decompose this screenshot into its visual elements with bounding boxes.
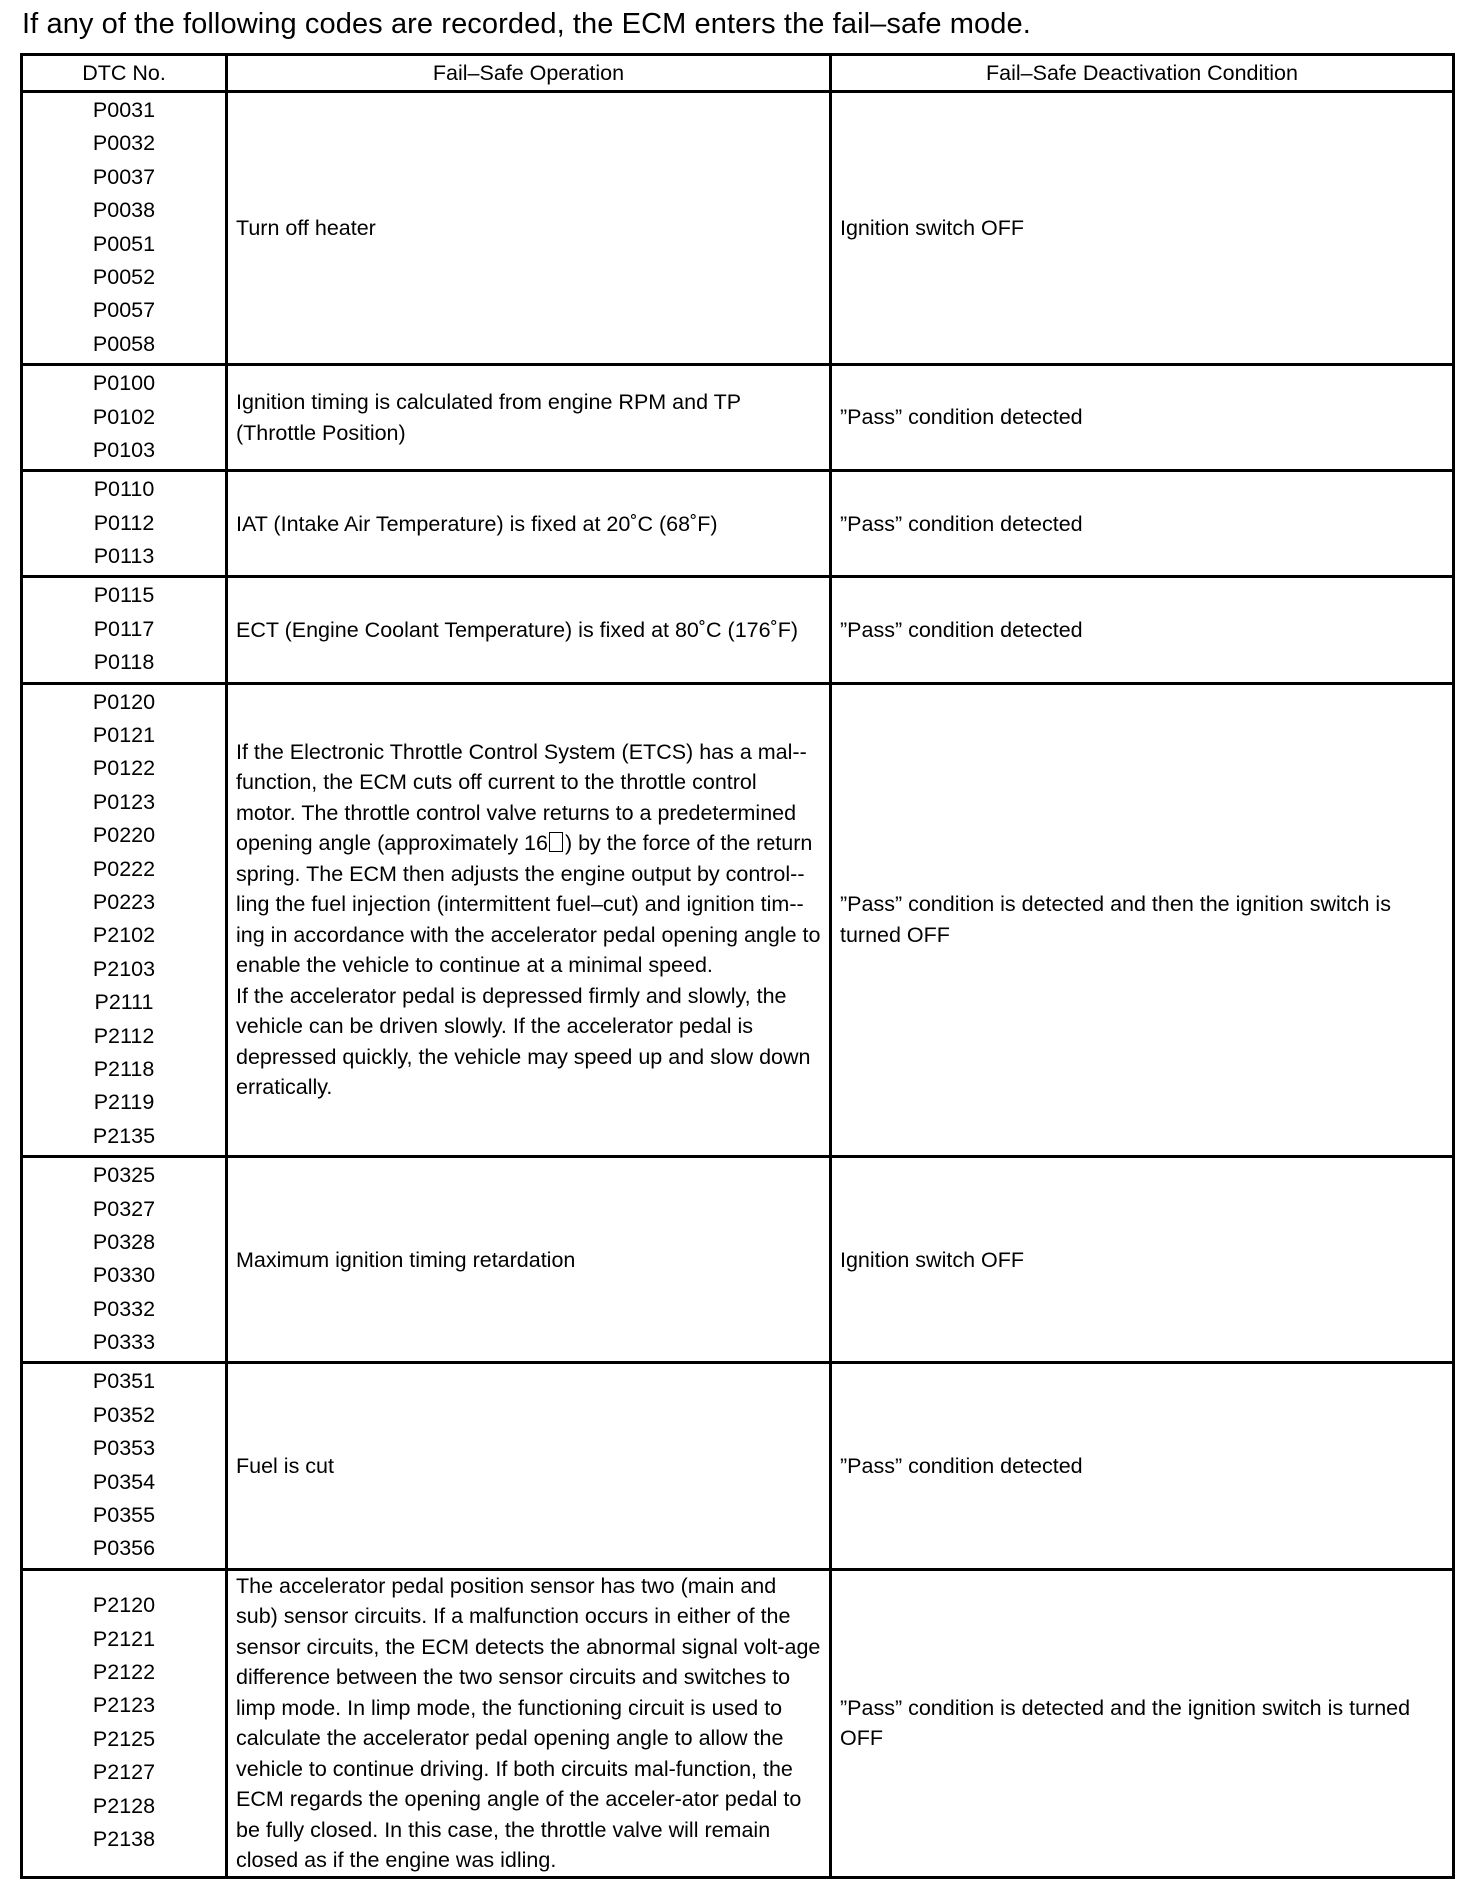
table-row xyxy=(22,1569,1454,1877)
dtc-code: P0325 xyxy=(92,1163,156,1188)
dtc-code: P0112 xyxy=(93,510,155,535)
deactivation-text: ”Pass” condition detected xyxy=(840,617,1083,642)
dtc-code: P0355 xyxy=(92,1503,156,1528)
fail-safe-operation-cell xyxy=(227,365,831,471)
dtc-code: P0354 xyxy=(92,1469,156,1494)
dtc-code: P0103 xyxy=(92,437,156,462)
table-row xyxy=(22,1363,1454,1569)
deactivation-condition-cell xyxy=(831,1157,1454,1363)
fail-safe-operation-cell xyxy=(227,1569,831,1877)
deactivation-text: Ignition switch OFF xyxy=(840,215,1024,240)
dtc-codes-cell xyxy=(22,92,227,365)
dtc-codes-cell xyxy=(22,577,227,683)
dtc-code: P0351 xyxy=(92,1369,156,1394)
dtc-code: P2138 xyxy=(92,1826,156,1851)
dtc-code: P0102 xyxy=(92,404,156,429)
dtc-code: P0115 xyxy=(93,583,155,608)
dtc-code: P0031 xyxy=(92,98,156,122)
dtc-code: P0118 xyxy=(93,650,155,675)
operation-text: Fuel is cut xyxy=(236,1453,334,1478)
dtc-code: P0120 xyxy=(92,689,156,714)
dtc-code: P0123 xyxy=(92,789,156,814)
dtc-codes-cell xyxy=(22,365,227,471)
dtc-code: P0328 xyxy=(92,1229,156,1254)
operation-text: The accelerator pedal position sensor has two (main and sub) sensor circuits. If a malfunction occurs in either of the sensor circuits, the ECM detects the abnormal signal volt-age difference between the two sensor circuits and switches to limp mode. In limp mode, the functioning circuit is used to calculate the accelerator pedal opening angle to allow the vehicle to continue driving. If both circuits mal-function, the ECM regards the opening angle of the acceler-ator pedal to be fully closed. In this case, the throttle valve will remain closed as if the engine was idling. xyxy=(236,1573,821,1873)
dtc-codes-cell xyxy=(22,1363,227,1569)
operation-text: Maximum ignition timing retardation xyxy=(236,1247,576,1272)
operation-text-second-paragraph: If the accelerator pedal is depressed firmly and slowly, the vehicle can be driven slowly. If the accelerator pedal is depressed quickly, the vehicle may speed up and slow down erratically. xyxy=(236,983,811,1100)
dtc-code: P0327 xyxy=(92,1196,156,1221)
dtc-code: P0110 xyxy=(93,477,155,502)
header-deactivation-condition: Fail–Safe Deactivation Condition xyxy=(831,55,1454,92)
dtc-code: P2112 xyxy=(93,1023,155,1048)
deactivation-text: ”Pass” condition is detected and then the ignition switch is turned OFF xyxy=(840,892,1391,947)
fail-safe-table xyxy=(20,53,1455,1879)
dtc-code: P0222 xyxy=(92,856,156,881)
fail-safe-operation-cell xyxy=(227,577,831,683)
dtc-code: P2121 xyxy=(92,1626,156,1651)
fail-safe-operation-cell xyxy=(227,1363,831,1569)
fail-safe-operation-cell xyxy=(227,92,831,365)
deactivation-condition-cell xyxy=(831,471,1454,577)
dtc-code: P2123 xyxy=(92,1693,156,1718)
dtc-code: P0332 xyxy=(92,1296,156,1321)
dtc-code: P0353 xyxy=(92,1436,156,1461)
operation-text-part: If the Electronic Throttle Control System (ETCS) has a mal-function, the ECM cuts off current to the throttle control motor. The throttle control valve returns to a predetermined opening angle (approximately 16 xyxy=(236,739,807,856)
dtc-code: P0220 xyxy=(92,823,156,848)
operation-text-part: ) by the force of the return spring. The ECM then adjusts the engine output by control-ling the fuel injection (intermittent fuel–cut) and ignition tim-ing in accordance with the accelerator pedal opening angle to enable the vehicle to continue at a minimal speed. xyxy=(236,831,821,978)
dtc-code: P0113 xyxy=(93,544,155,569)
header-fail-safe-operation: Fail–Safe Operation xyxy=(227,55,831,92)
fail-safe-operation-cell xyxy=(227,471,831,577)
dtc-code: P0121 xyxy=(92,723,156,748)
deactivation-text: ”Pass” condition is detected and the ignition switch is turned OFF xyxy=(840,1695,1411,1751)
deactivation-condition-cell xyxy=(831,1363,1454,1569)
intro-text: If any of the following codes are recorded, the ECM enters the fail–safe mode. xyxy=(22,8,1031,40)
table-row xyxy=(22,683,1454,1156)
table-row xyxy=(22,365,1454,471)
table-header-row xyxy=(22,55,1454,92)
deactivation-condition-cell xyxy=(831,92,1454,365)
operation-text: IAT (Intake Air Temperature) is fixed at 20˚C (68˚F) xyxy=(236,511,718,536)
dtc-codes-cell xyxy=(22,1157,227,1363)
dtc-code: P0117 xyxy=(93,616,155,641)
dtc-code: P0333 xyxy=(92,1330,156,1355)
dtc-code: P0052 xyxy=(92,264,156,289)
deactivation-text: Ignition switch OFF xyxy=(840,1247,1024,1272)
dtc-code: P0032 xyxy=(92,131,156,156)
table-row xyxy=(22,1157,1454,1363)
dtc-code: P0100 xyxy=(92,371,156,396)
dtc-code: P2125 xyxy=(92,1726,156,1751)
dtc-code: P0330 xyxy=(92,1263,156,1288)
deactivation-text: ”Pass” condition detected xyxy=(840,405,1083,430)
dtc-codes-cell xyxy=(22,471,227,577)
dtc-code: P2135 xyxy=(92,1123,156,1148)
dtc-code: P2111 xyxy=(94,990,154,1015)
dtc-code: P0223 xyxy=(92,889,156,914)
deactivation-condition-cell xyxy=(831,1569,1454,1877)
deactivation-text: ”Pass” condition detected xyxy=(840,511,1083,536)
deactivation-condition-cell xyxy=(831,683,1454,1156)
dtc-code: P2103 xyxy=(92,956,156,981)
operation-text: ECT (Engine Coolant Temperature) is fixed at 80˚C (176˚F) xyxy=(236,617,799,642)
operation-text: Ignition timing is calculated from engine RPM and TP (Throttle Position) xyxy=(236,390,741,445)
dtc-codes-cell xyxy=(22,683,227,1156)
dtc-code: P2122 xyxy=(92,1660,156,1685)
deactivation-condition-cell xyxy=(831,365,1454,471)
table-row xyxy=(22,471,1454,577)
dtc-code: P0058 xyxy=(92,331,156,356)
operation-text: Turn off heater xyxy=(236,215,376,240)
dtc-code: P2120 xyxy=(92,1593,156,1618)
dtc-code: P2128 xyxy=(92,1793,156,1818)
deactivation-text: ”Pass” condition detected xyxy=(840,1453,1083,1478)
dtc-code: P0037 xyxy=(92,164,156,189)
header-dtc-no: DTC No. xyxy=(22,55,227,92)
dtc-code: P0057 xyxy=(92,298,156,323)
dtc-codes-cell xyxy=(22,1569,227,1877)
dtc-code: P0051 xyxy=(92,231,156,256)
table-row xyxy=(22,577,1454,683)
unrendered-degree-symbol-icon xyxy=(549,832,563,852)
deactivation-condition-cell xyxy=(831,577,1454,683)
dtc-code: P0122 xyxy=(92,756,156,781)
fail-safe-operation-cell xyxy=(227,1157,831,1363)
dtc-code: P2119 xyxy=(93,1090,155,1115)
operation-text xyxy=(236,737,821,981)
fail-safe-operation-cell xyxy=(227,683,831,1156)
table-row xyxy=(22,92,1454,365)
dtc-code: P2127 xyxy=(92,1760,156,1785)
dtc-code: P2118 xyxy=(93,1056,155,1081)
dtc-code: P0356 xyxy=(92,1536,156,1561)
dtc-code: P2102 xyxy=(92,923,156,948)
dtc-code: P0352 xyxy=(92,1402,156,1427)
dtc-code: P0038 xyxy=(92,198,156,223)
